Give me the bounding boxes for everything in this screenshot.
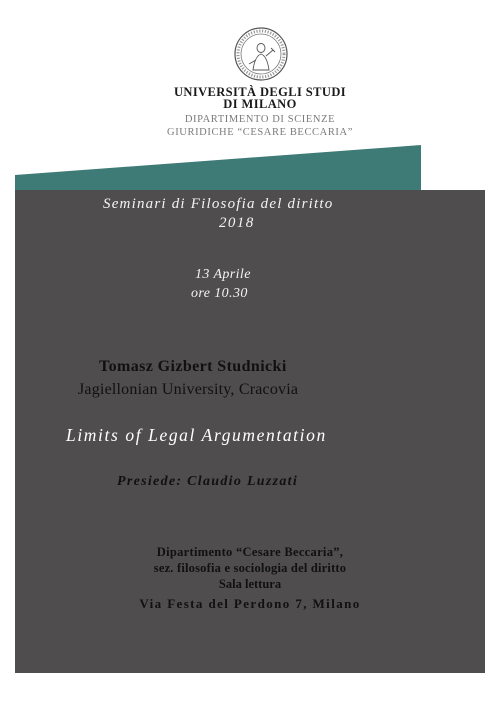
speaker-affiliation: Jagiellonian University, Cracovia: [78, 381, 299, 398]
seminar-time: ore 10.30: [191, 286, 248, 301]
seminar-date: 13 Aprile: [195, 267, 251, 282]
seminar-series-title: Seminari di Filosofia del diritto: [103, 196, 334, 212]
department-name-line2: GIURIDICHE “CESARE BECCARIA”: [167, 127, 353, 138]
venue-address: Via Festa del Perdono 7, Milano: [139, 596, 361, 611]
university-name-line2: DI MILANO: [223, 97, 297, 111]
chair-name: Presiede: Claudio Luzzati: [117, 474, 299, 489]
venue-room: Sala lettura: [218, 577, 282, 591]
venue-department: Dipartimento “Cesare Beccaria”,: [156, 545, 344, 559]
talk-title: Limits of Legal Argumentation: [66, 425, 327, 445]
speaker-name: Tomasz Gizbert Studnicki: [99, 358, 287, 375]
university-name-line1: UNIVERSITÀ DEGLI STUDI: [173, 85, 347, 99]
seminar-year: 2018: [219, 215, 255, 231]
venue-section: sez. filosofia e sociologia del diritto: [153, 561, 347, 575]
department-name-line1: DIPARTIMENTO DI SCIENZE: [184, 114, 336, 125]
teal-band: [0, 0, 500, 200]
